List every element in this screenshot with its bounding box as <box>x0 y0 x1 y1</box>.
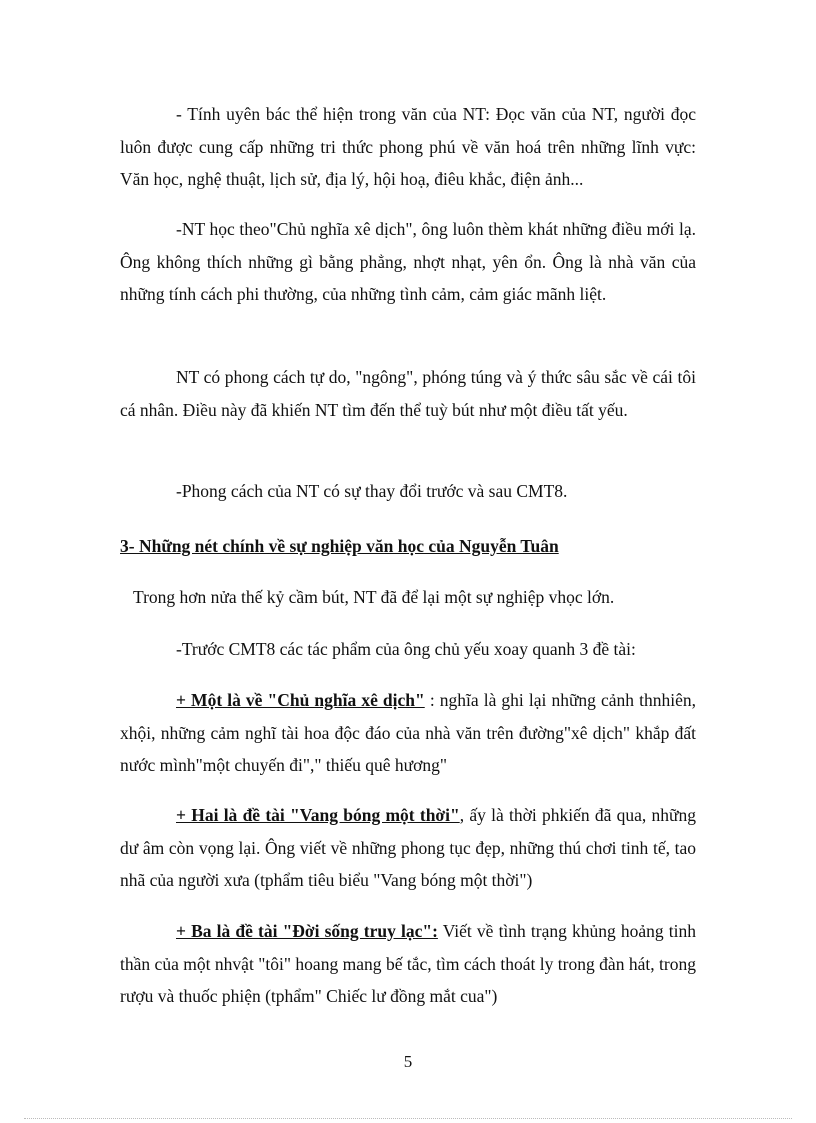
topic-label: + Hai là đề tài "Vang bóng một thời" <box>176 805 460 825</box>
paragraph-style-text: NT có phong cách tự do, "ngông", phóng túng và ý thức sâu sắc về cái tôi cá nhân. Điều này đã khiến NT tìm đến thể tuỳ bút như một điều tất yếu. <box>120 367 696 420</box>
paragraph-style-change-text: -Phong cách của NT có sự thay đổi trước và sau CMT8. <box>176 481 568 501</box>
topic-item <box>120 915 696 1013</box>
intro-paragraph <box>133 581 696 614</box>
topic-text: , ấy là thời phkiến đã qua, những dư âm còn vọng lại. Ông viết về những phong tục đẹp, những thú chơi tinh tế, tao nhã của người xưa (tphẩm tiêu biểu "Vang bóng một thời") <box>120 805 696 890</box>
page-number: 5 <box>403 1052 413 1071</box>
topic-text: Viết về tình trạng khủng hoảng tinh thần của một nhvật "tôi" hoang mang bế tắc, tìm cách thoát ly trong đàn hát, trong rượu và thuốc phiện (tphẩm" Chiếc lư đồng mắt cua") <box>120 921 696 1006</box>
paragraph-xe-dich <box>120 213 696 311</box>
paragraph-style <box>120 361 696 426</box>
page-bottom-border <box>24 1118 792 1119</box>
topic-label: + Một là về "Chủ nghĩa xê dịch" <box>176 690 425 710</box>
topic-item <box>120 799 696 897</box>
topic-label: + Ba là đề tài "Đời sống truy lạc": <box>176 921 438 941</box>
topics-intro-paragraph <box>120 633 696 666</box>
topic-item <box>120 684 696 782</box>
topic-text: : nghĩa là ghi lại những cảnh thnhiên, xhội, những cảm nghĩ tài hoa độc đáo của nhà văn trên đường"xê dịch" khắp đất nước mình"một chuyến đi"," thiếu quê hương" <box>120 690 696 775</box>
intro-text: Trong hơn nửa thế kỷ cầm bút, NT đã để lại một sự nghiệp vhọc lớn. <box>133 587 615 607</box>
paragraph-erudition <box>120 98 696 196</box>
paragraph-style-change <box>120 475 696 508</box>
topics-intro-text: -Trước CMT8 các tác phẩm của ông chủ yếu xoay quanh 3 đề tài: <box>176 639 636 659</box>
section-heading: 3- Những nét chính về sự nghiệp văn học của Nguyễn Tuân <box>120 536 559 556</box>
paragraph-erudition-text: - Tính uyên bác thể hiện trong văn của NT: Đọc văn của NT, người đọc luôn được cung cấp những tri thức phong phú về văn hoá trên những lĩnh vực: Văn học, nghệ thuật, lịch sử, địa lý, hội hoạ, điêu khắc, điện ảnh... <box>120 104 696 189</box>
paragraph-xe-dich-text: -NT học theo"Chủ nghĩa xê dịch", ông luôn thèm khát những điều mới lạ. Ông không thích những gì bằng phẳng, nhợt nhạt, yên ổn. Ông là nhà văn của những tính cách phi thường, của những tình cảm, cảm giác mãnh liệt. <box>120 219 696 304</box>
